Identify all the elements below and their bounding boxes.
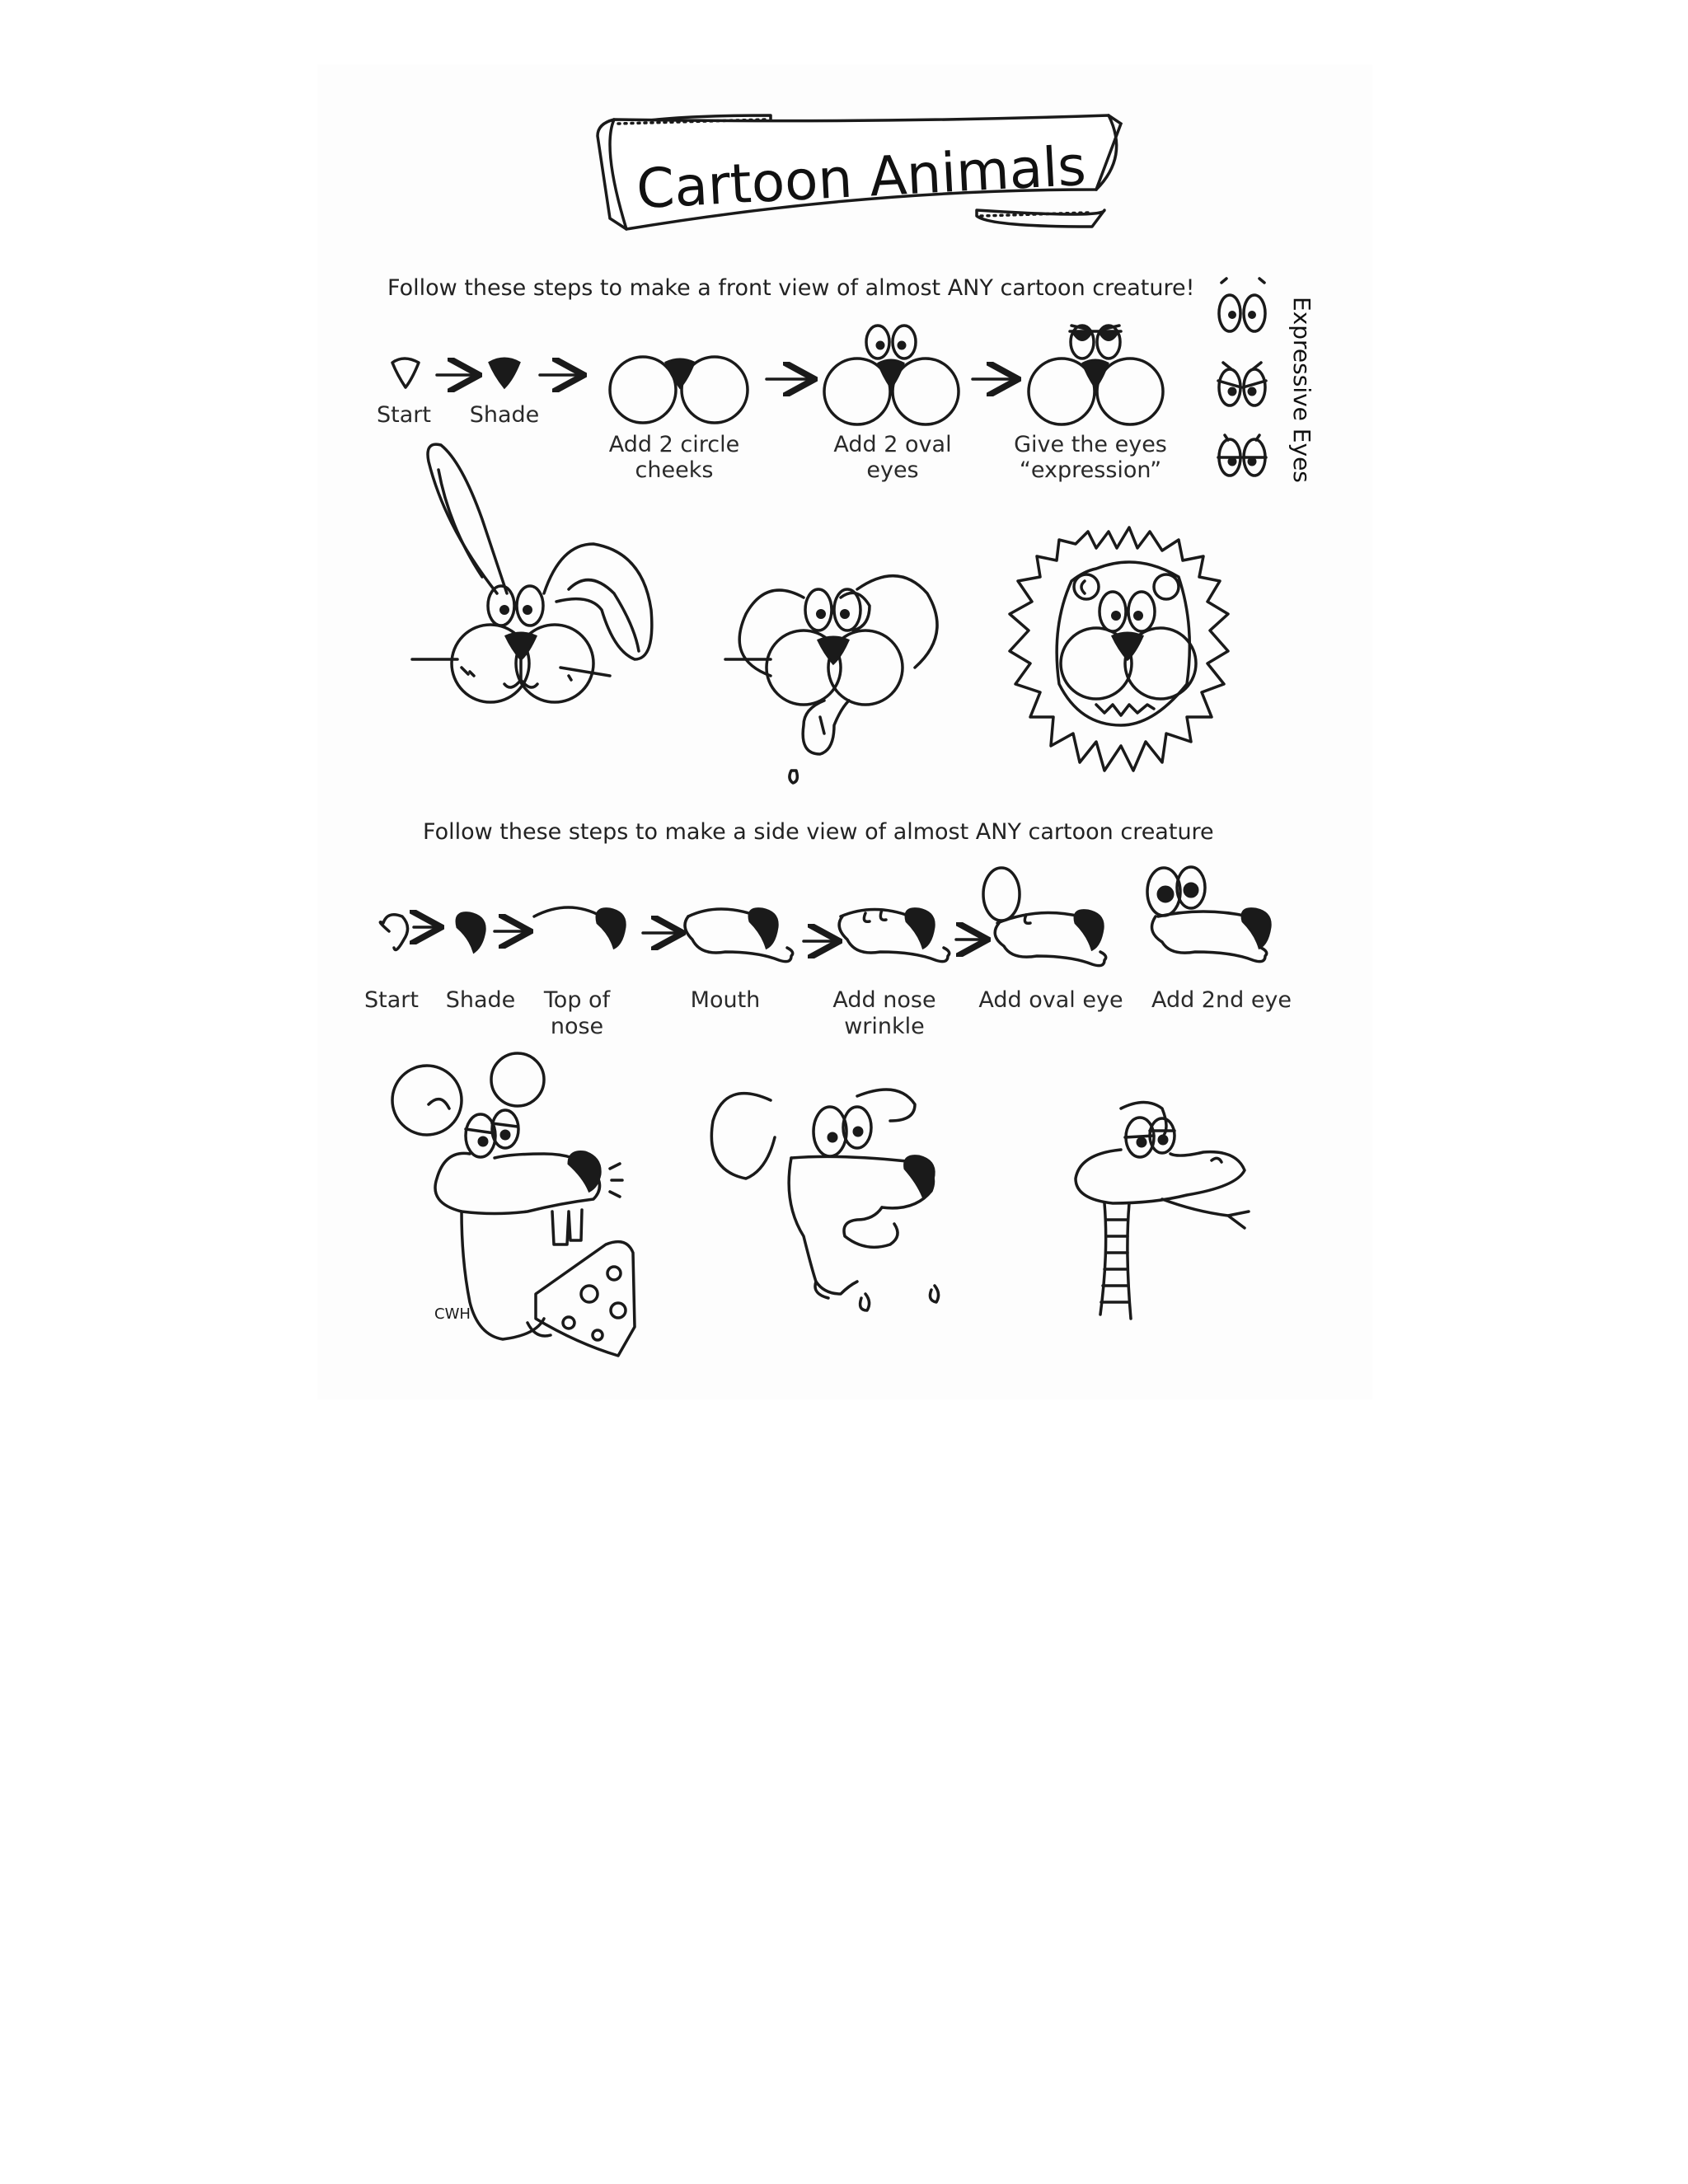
side-step-label-top-of-nose: Top of nose xyxy=(543,987,611,1039)
signature: CWH xyxy=(434,1305,471,1323)
side-step-label-nose-wrinkle: Add nose wrinkle xyxy=(832,987,936,1039)
front-step-label-start xyxy=(377,402,431,428)
page-background xyxy=(317,64,1372,1399)
svg-text:Add 2nd eye xyxy=(1151,987,1292,1013)
side-caption-5: Add oval eye xyxy=(978,987,1123,1013)
side-view-instruction: Follow these steps to make a side view of almost ANY cartoon creature xyxy=(423,819,1214,845)
svg-text:Mouth xyxy=(691,987,761,1013)
svg-text:Add oval eye xyxy=(978,987,1123,1013)
side-caption-3: Mouth xyxy=(690,987,761,1013)
svg-text:Start xyxy=(364,987,419,1013)
svg-text:Shade xyxy=(446,987,516,1013)
front-caption-1: Shade xyxy=(469,402,540,428)
side-caption-0: Start xyxy=(364,987,419,1013)
front-view-instruction: Follow these steps to make a front view of almost ANY cartoon creature! xyxy=(387,275,1195,301)
front-caption-2a: Add 2 circle xyxy=(608,432,740,457)
side-caption-1: Shade xyxy=(445,987,516,1013)
expressive-eyes-label: Expressive Eyes xyxy=(1288,297,1315,483)
front-step-label-shade xyxy=(470,402,540,428)
front-step-label-cheeks: Add 2 circle cheeks xyxy=(608,432,740,483)
front-step-label-eyes: Add 2 oval eyes xyxy=(833,432,952,483)
side-caption-6: Add 2nd eye xyxy=(1151,987,1292,1013)
page-title: Cartoon Animals xyxy=(635,134,1088,222)
front-caption-0: Start xyxy=(377,402,431,428)
front-step-label-expression: Give the eyes “expression” xyxy=(1014,432,1167,483)
